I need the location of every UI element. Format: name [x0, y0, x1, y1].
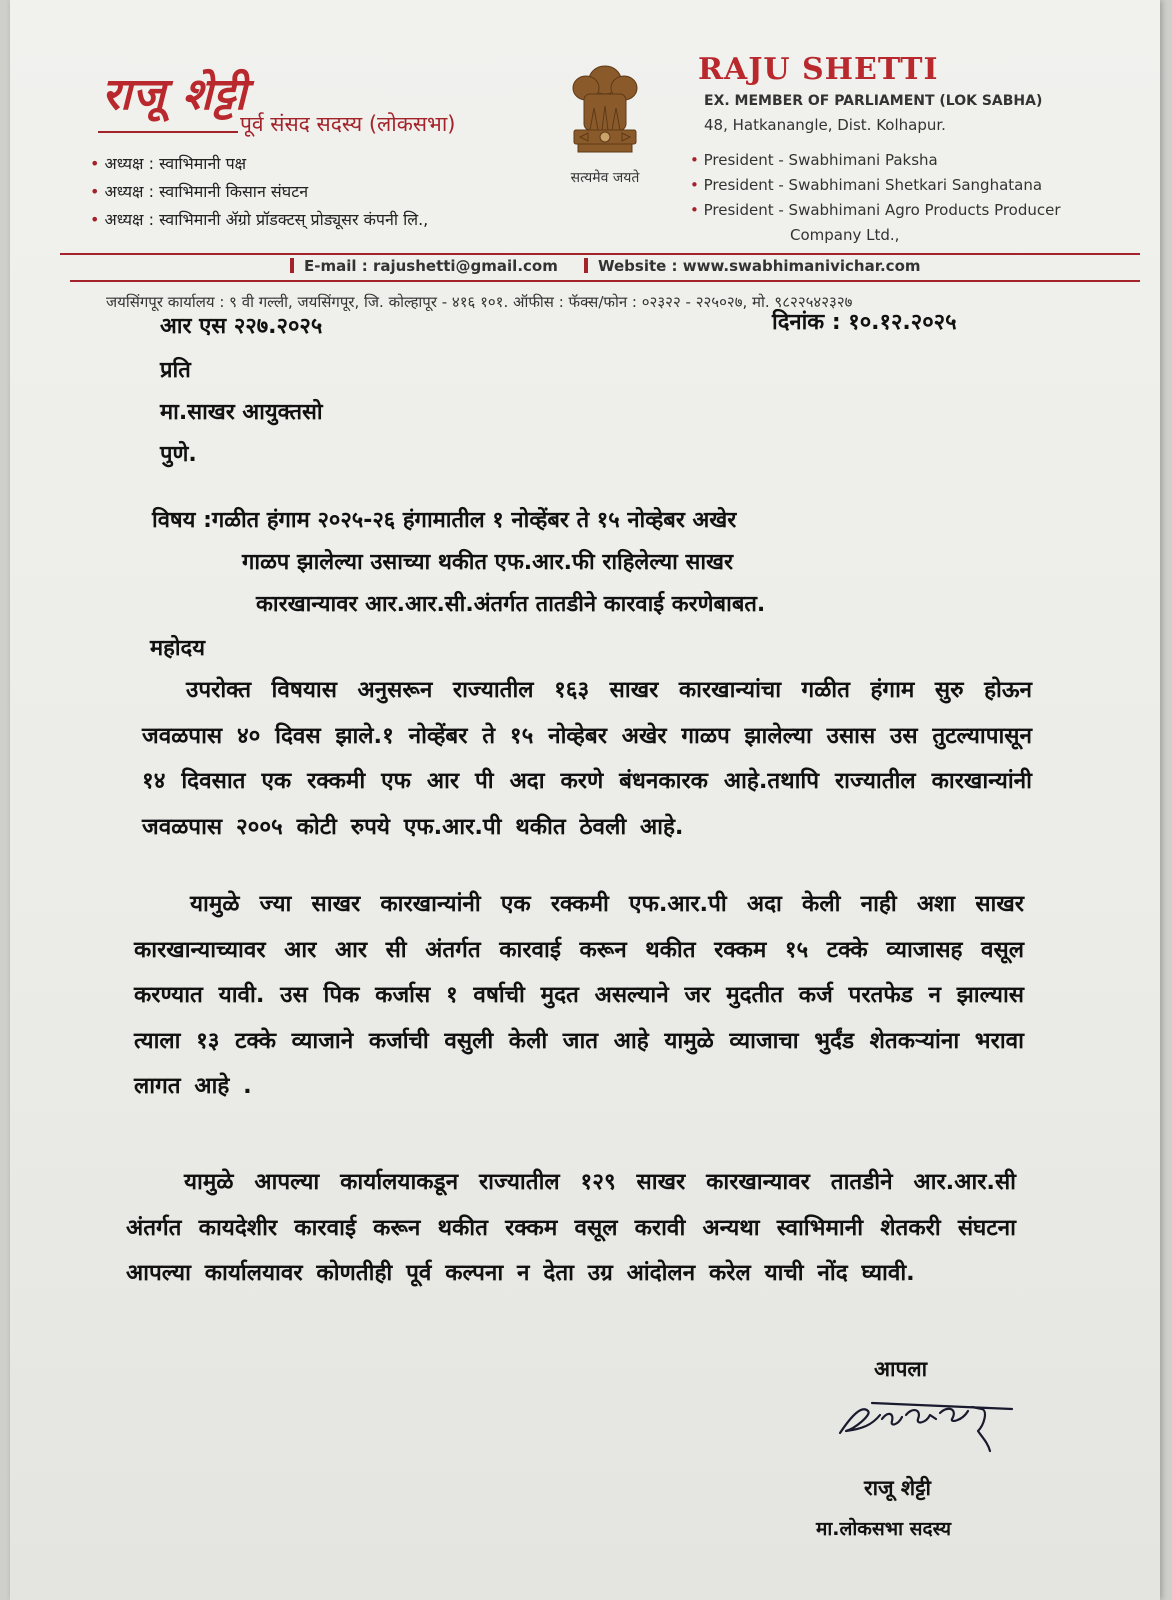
letter-date: दिनांक : १०.१२.२०२५: [772, 310, 957, 335]
letterhead-title-english: EX. MEMBER OF PARLIAMENT (LOK SABHA): [704, 93, 1043, 109]
subject-block: [152, 500, 1012, 626]
position-marathi: • अध्यक्ष : स्वाभिमानी किसान संघटन: [90, 178, 428, 206]
separator-bar: [584, 258, 588, 273]
position-marathi: • अध्यक्ष : स्वाभिमानी पक्ष: [90, 150, 428, 178]
letterhead-positions-english: [690, 148, 1061, 248]
ashoka-emblem-icon: [560, 58, 650, 168]
letterhead-positions-marathi: [90, 150, 428, 234]
recipient-line: मा.साखर आयुक्तसो: [160, 400, 323, 425]
contact-band: [290, 257, 921, 275]
letter-page: [10, 0, 1160, 1600]
position-english-continued: Company Ltd.,: [790, 226, 900, 244]
separator-bar: [290, 258, 294, 273]
website-text: Website : www.swabhimanivichar.com: [597, 257, 921, 275]
salutation: महोदय: [150, 636, 205, 661]
reference-number: आर एस २२७.२०२५: [160, 314, 323, 339]
subject-line: कारखान्यावर आर.आर.सी.अंतर्गत तातडीने कारवाई करणेबाबत.: [256, 592, 766, 617]
letterhead-name-marathi: राजू शेट्टी: [102, 69, 248, 120]
letterhead-address-english: 48, Hatkanangle, Dist. Kolhapur.: [704, 116, 946, 134]
header-rule-bottom: [70, 280, 1140, 282]
position-english: • President - Swabhimani Paksha: [690, 148, 1061, 173]
body-paragraph: यामुळे आपल्या कार्यालयाकडून राज्यातील १२९ साखर कारखान्यावर तातडीने आर.आर.सी अंतर्गत कायदेशीर कारवाई करून थकीत रक्कम वसूल करावी अन्यथा स्वाभिमानी शेतकरी संघटना आपल्या कार्यालयावर कोणतीही पूर्व कल्पना न देता उग्र आंदोलन करेल याची नोंद घ्यावी.: [126, 1169, 1016, 1286]
letterhead-name-english: RAJU SHETTI: [698, 52, 939, 87]
recipient-address: [160, 350, 323, 476]
subject-line: गाळप झालेल्या उसाच्या थकीत एफ.आर.फी राहिलेल्या साखर: [242, 550, 734, 575]
handwritten-signature: [832, 1385, 1022, 1455]
signer-name: राजू शेट्टी: [864, 1476, 931, 1500]
body-paragraph: उपरोक्त विषयास अनुसरून राज्यातील १६३ साखर कारखान्यांचा गळीत हंगाम सुरु होऊन जवळपास ४० दिवस झाले.१ नोव्हेंबर ते १५ नोव्हेबर अखेर गाळप झालेल्या उसास उस तुटल्यापासून १४ दिवसात एक रक्कमी एफ आर पी अदा करणे बंधनकारक आहे.तथापि राज्यातील कारखान्यांनी जवळपास २००५ कोटी रुपये एफ.आर.पी थकीत ठेवली आहे.: [142, 677, 1032, 840]
office-address: जयसिंगपूर कार्यालय : ९ वी गल्ली, जयसिंगपूर, जि. कोल्हापूर - ४१६ १०१. ऑफीस : फॅक्स/फोन : ०२३२२ - २२५०२७, मो. ९८२२५४२३२७: [106, 293, 853, 311]
position-marathi: • अध्यक्ष : स्वाभिमानी ॲग्रो प्रॉडक्टस् प्रोड्यूसर कंपनी लि.,: [90, 206, 428, 234]
email-text: E-mail : rajushetti@gmail.com: [304, 257, 558, 275]
position-english: • President - Swabhimani Agro Products Producer: [690, 198, 1061, 223]
signer-title: मा.लोकसभा सदस्य: [816, 1518, 951, 1540]
body-paragraph: यामुळे ज्या साखर कारखान्यांनी एक रक्कमी एफ.आर.पी अदा केली नाही अशा साखर कारखान्याच्यावर आर आर सी अंतर्गत कारवाई करून थकीत रक्कम १५ टक्के व्याजासह वसूल करण्यात यावी. उस पिक कर्जास १ वर्षाची मुदत असल्याने जर मुदतीत कर्ज परतफेड न झाल्यास त्याला १३ टक्के व्याजाने कर्जाची वसुली केली जात आहे यामुळे व्याजाचा भुर्दंड शेतकऱ्यांना भरावा लागत आहे .: [134, 891, 1024, 1099]
letterhead-divider-line: [98, 131, 238, 133]
letterhead-role-marathi: पूर्व संसद सदस्य (लोकसभा): [240, 112, 456, 136]
recipient-line: पुणे.: [160, 442, 197, 467]
position-english: • President - Swabhimani Shetkari Sanghatana: [690, 173, 1061, 198]
closing-phrase: आपला: [874, 1357, 928, 1381]
subject-line: विषय :गळीत हंगाम २०२५-२६ हंगामातील १ नोव्हेंबर ते १५ नोव्हेबर अखेर: [152, 508, 737, 533]
header-rule-top: [60, 253, 1140, 255]
emblem-motto: सत्यमेव जयते: [570, 170, 640, 186]
recipient-line: प्रति: [160, 358, 191, 383]
